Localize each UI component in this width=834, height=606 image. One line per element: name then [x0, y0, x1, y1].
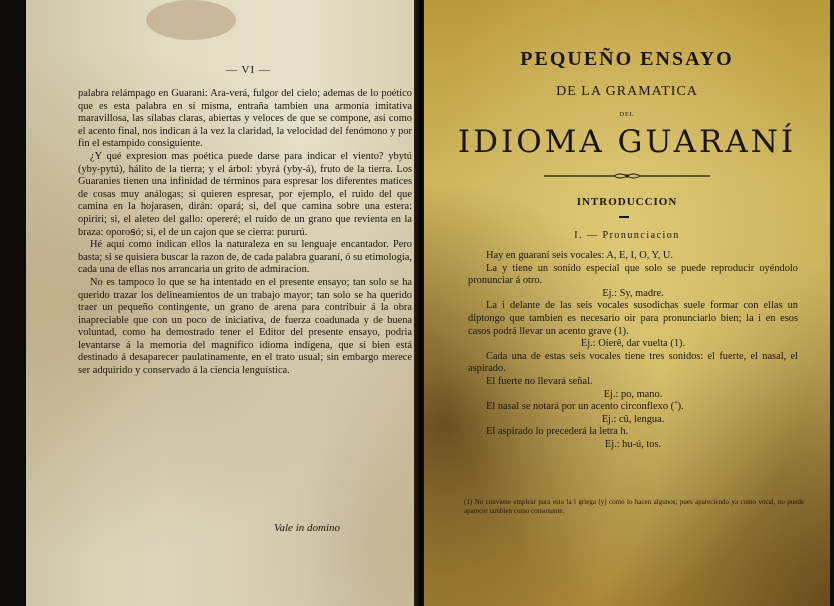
example-line: Ej.: Sy, madre. [602, 287, 664, 299]
title-del: DEL [619, 112, 635, 118]
example-line: Ej.: po, mano. [603, 388, 663, 400]
page-number: — VI — [226, 64, 271, 76]
body-paragraph: Cada una de estas seis vocales tiene tres sonidos: el fuerte, el nasal, el aspirado. [468, 350, 798, 375]
title-line-1: PEQUEÑO ENSAYO [520, 48, 734, 70]
body-paragraph: La i delante de las seis vocales susodichas suele formar con ellas un diptongo que tambien es necesario oir para pronunciarlo bien; la i en esos casos podrá llevar un acento grave (1). [468, 300, 798, 337]
signature: Vale in domino [274, 522, 340, 534]
ornament-rule [544, 172, 710, 180]
stain [146, 0, 236, 40]
paragraph: No es tampoco lo que se ha intentado en el presente ensayo; tan solo se ha querido trazar los delineamientos de un trabajo mayor; tan solo se ha querido traer un pequeño contingente, un grano de arena para contribuir á la obra inapreciable que con un poco de iniciativa, de fuerza coadunada y de buena voluntad, como ha demostrado tener el Editor del presente ensayo, podria levantarse á la memoria del magnífico idioma indígena, que si bien está destinado á desaparecer paulatinamente, en el trato usual; sin embargo merece ser adquirido y conservado á la ciencia lenguística. [78, 276, 412, 377]
left-page [26, 0, 418, 606]
body-paragraph: Hay en guaraní seis vocales: A, E, I, O, Y, U. [486, 250, 673, 261]
example-line: Ej.: Oierê, dar vuelta (1). [580, 338, 686, 350]
paragraph: palabra relámpago en Guarani: Ara-verá, fulgor del cielo; ademas de lo poético que es esta palabra en sí misma, entraña tambien una armonía imitativa maravillosa, las sílabas claras, abiertas y veloces de que se compone, así como el acento final, nos indican á la vez la claridad, la velocidad del fenómono y por fin el estampido consiguiente. [78, 88, 412, 150]
right-page [424, 0, 830, 606]
example-line: Ej.: hu-ú, tos. [604, 438, 662, 450]
body-paragraph: El nasal se notará por un acento circonflexo (ˆ). [486, 401, 684, 413]
footnote: (1) No conviene emplear para esto la i griega (y) como lo hacen algunos; pues apareciendo ya como vocal, no puede aparecer tambien como consonante. [464, 498, 804, 515]
paragraph: Hé aquí como indican ellos la naturaleza en su lenguaje encantador. Pero basta; si se quisiera buscar la razon de, de cada palabra guaraní, ó su etimología, cada una de ellas nos arrancaria un grito de admiracion. [78, 239, 412, 276]
body-paragraph: La y tiene un sonido especial que solo se puede reproducir oyéndolo pronunciar á otro. [468, 262, 798, 287]
paragraph: ¿Y qué expresion mas poética puede darse para indicar el viento? ybytú (yby-pytú), hálito de la tierra; y el árbol: ybyrá (yby-á), fruto de la tierra. Los Guaranies tienen una infinidad de términos para espresar los diferentes matices de cosas muy análogas; si quieren espresar, por ejemplo, el ruido del que camina en la hojarasen, dirán: opará; si, del que camina sobre una estera: opiriri; si, el aleteo del gallo: opereré; el ruido de un grano que revienta en la braza: oporoꞩó; si, el de un cajon que se cierra: pururú. [78, 150, 412, 238]
body-paragraph: El aspirado lo precederá la letra h. [486, 426, 629, 438]
right-text-block [468, 250, 798, 452]
subsection-title: I. — Pronunciacion [574, 230, 680, 241]
divider [619, 216, 629, 218]
title-line-3: IDIOMA GUARANÍ [457, 124, 797, 160]
example-line: Ej.: cû, lengua. [601, 413, 665, 425]
section-title: INTRODUCCION [576, 196, 678, 208]
body-paragraph: El fuerte no llevará señal. [486, 375, 593, 387]
title-line-2: DE LA GRAMATICA [556, 84, 698, 99]
left-text-block [78, 88, 412, 378]
